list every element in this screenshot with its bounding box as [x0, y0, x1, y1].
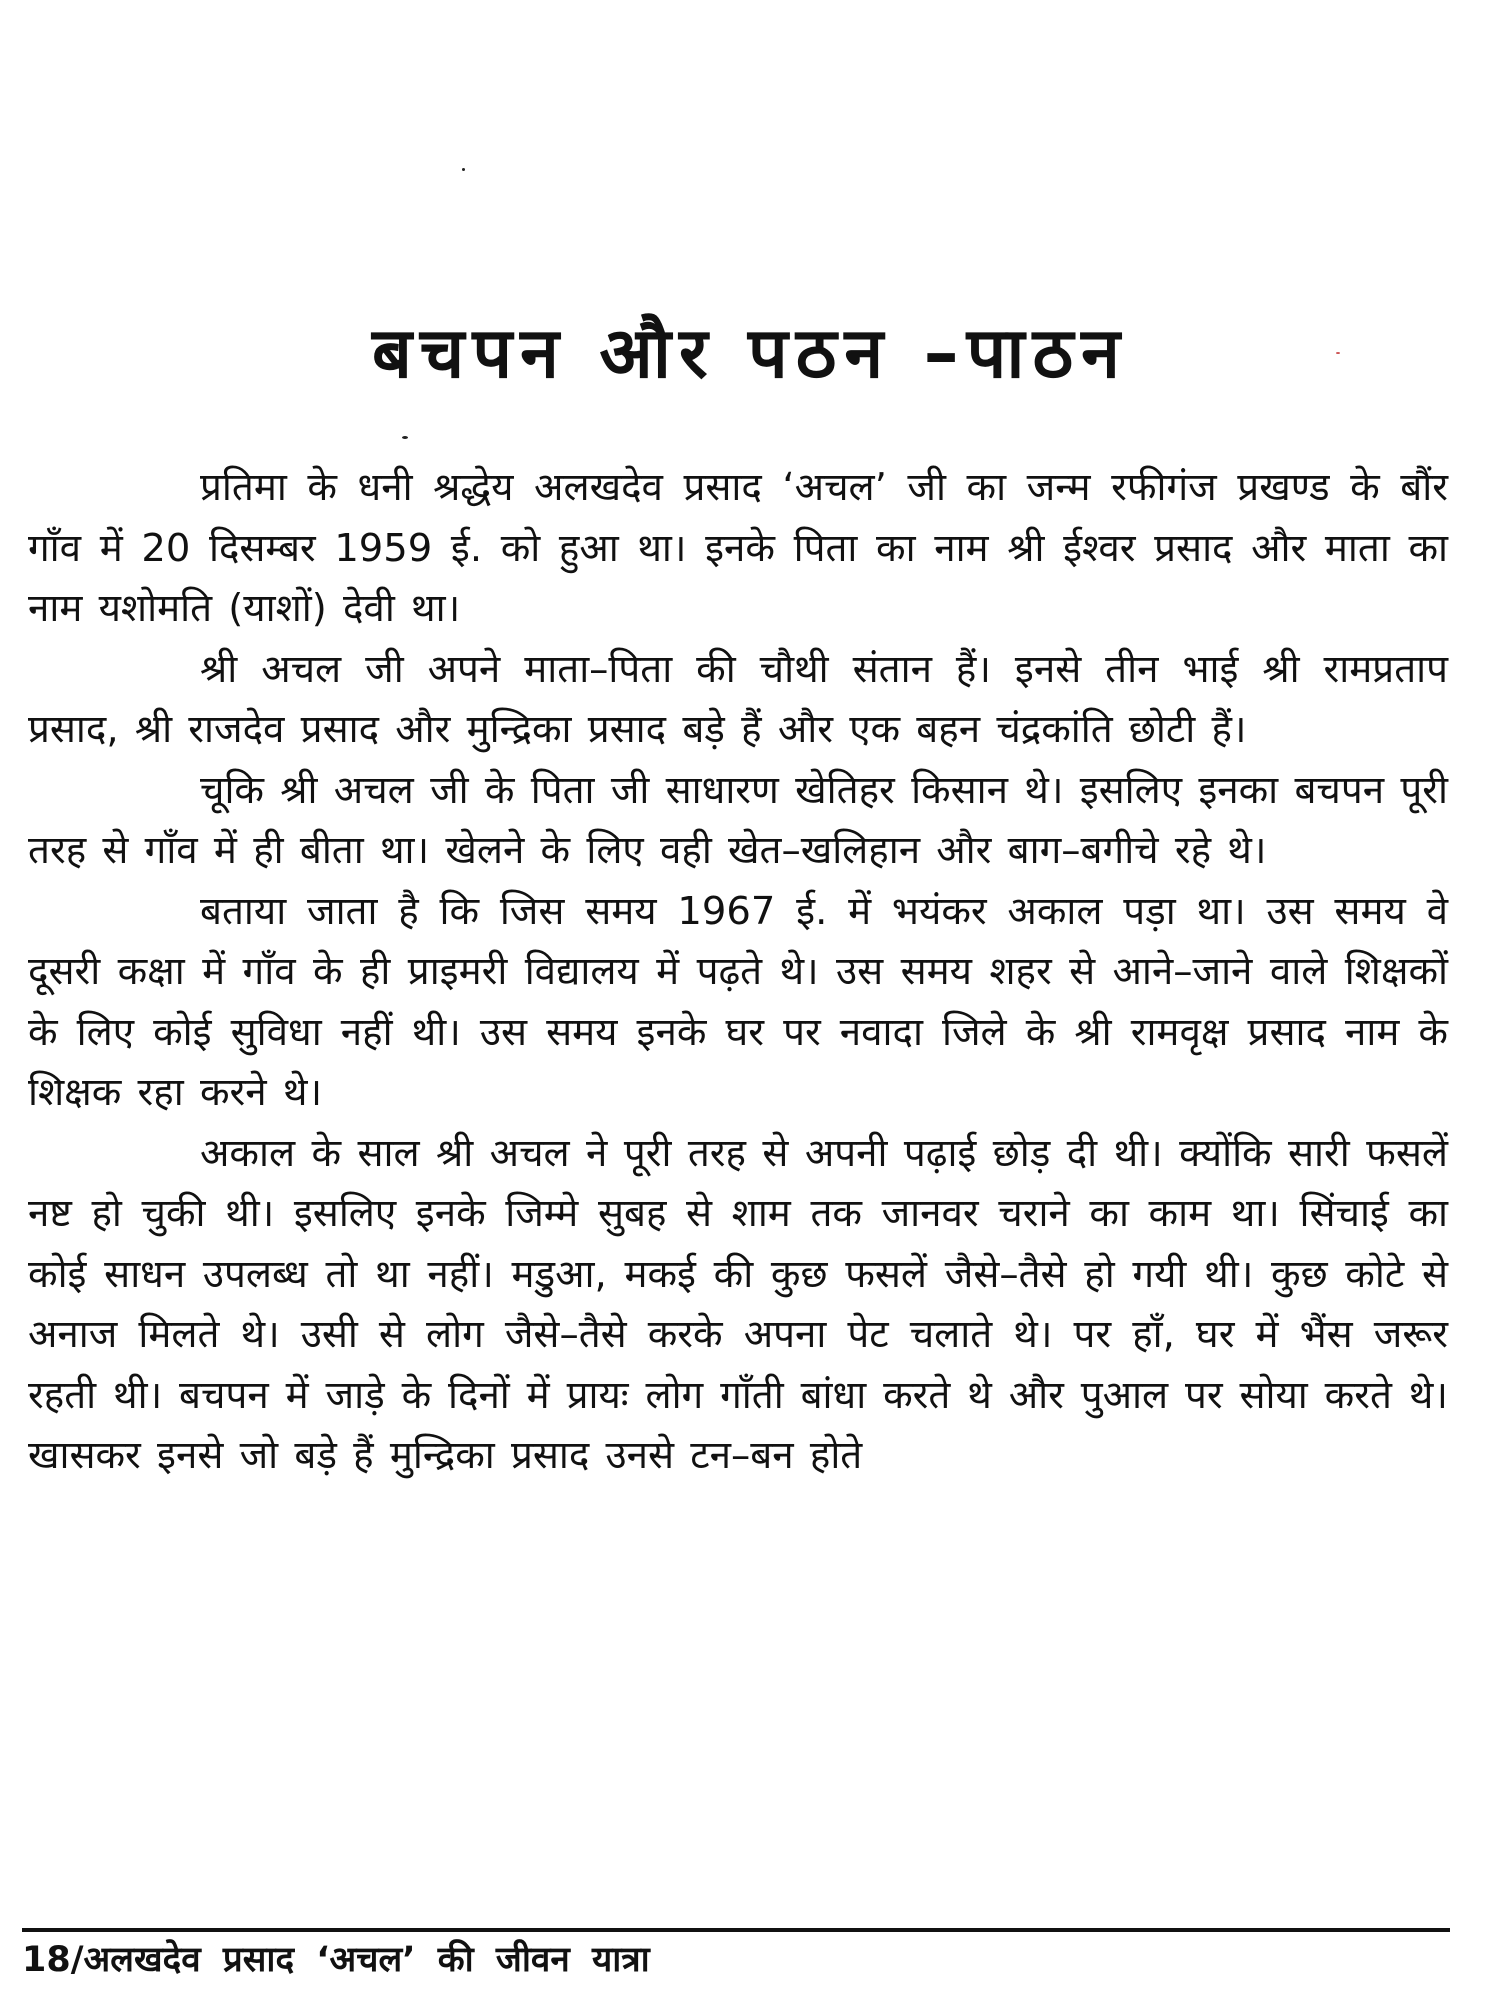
chapter-title: बचपन और पठन –पाठन: [371, 312, 1129, 394]
paragraph-5: अकाल के साल श्री अचल ने पूरी तरह से अपनी पढ़ाई छोड़ दी थी। क्योंकि सारी फसलें नष्ट हो चुकी थी। इसलिए इनके जिम्मे सुबह से शाम तक जानवर चराने का काम था। सिंचाई का कोई साधन उपलब्ध तो था नहीं। मडुआ, मकई की कुछ फसलें जैसे–तैसे हो गयी थी। कुछ कोटे से अनाज मिलते थे। उसी से लोग जैसे–तैसे करके अपना पेट चलाते थे। पर हाँ, घर में भैंस जरूर रहती थी। बचपन में जाड़े के दिनों में प्रायः लोग गाँती बांधा करते थे और पुआल पर सोया करते थे। खासकर इनसे जो बड़े हैं मुन्द्रिका प्रसाद उनसे टन–बन होते: [28, 1130, 1448, 1478]
footer-divider: [22, 1928, 1450, 1932]
paragraph-3: चूकि श्री अचल जी के पिता जी साधारण खेतिहर किसान थे। इसलिए इनका बचपन पूरी तरह से गाँव में ही बीता था। खेलने के लिए वही खेत–खलिहान और बाग–बगीचे रहे थे।: [28, 767, 1448, 873]
scan-speck: [462, 168, 465, 171]
paragraph-1: प्रतिमा के धनी श्रद्धेय अलखदेव प्रसाद ‘अचल’ जी का जन्म रफीगंज प्रखण्ड के बौंर गाँव में 20 दिसम्बर 1959 ई. को हुआ था। इनके पिता का नाम श्री ईश्वर प्रसाद और माता का नाम यशोमति (याशों) देवी था।: [28, 465, 1448, 631]
running-footer: [22, 1934, 650, 1986]
book-title: अलखदेव प्रसाद ‘अचल’ की जीवन यात्रा: [83, 1940, 650, 1980]
paragraph-4: बताया जाता है कि जिस समय 1967 ई. में भयंकर अकाल पड़ा था। उस समय वे दूसरी कक्षा में गाँव के ही प्राइमरी विद्यालय में पढ़ते थे। उस समय शहर से आने–जाने वाले शिक्षकों के लिए कोई सुविधा नहीं थी। उस समय इनके घर पर नवादा जिले के श्री रामवृक्ष प्रसाद नाम के शिक्षक रहा करने थे।: [28, 888, 1448, 1115]
footer-separator: /: [70, 1940, 84, 1980]
scan-speck: [1336, 352, 1340, 354]
page-number: 18: [22, 1940, 71, 1980]
body-text: [28, 458, 1448, 1487]
scan-speck: [402, 436, 408, 439]
paragraph-2: श्री अचल जी अपने माता–पिता की चौथी संतान हैं। इनसे तीन भाई श्री रामप्रताप प्रसाद, श्री राजदेव प्रसाद और मुन्द्रिका प्रसाद बड़े हैं और एक बहन चंद्रकांति छोटी हैं।: [28, 646, 1448, 752]
